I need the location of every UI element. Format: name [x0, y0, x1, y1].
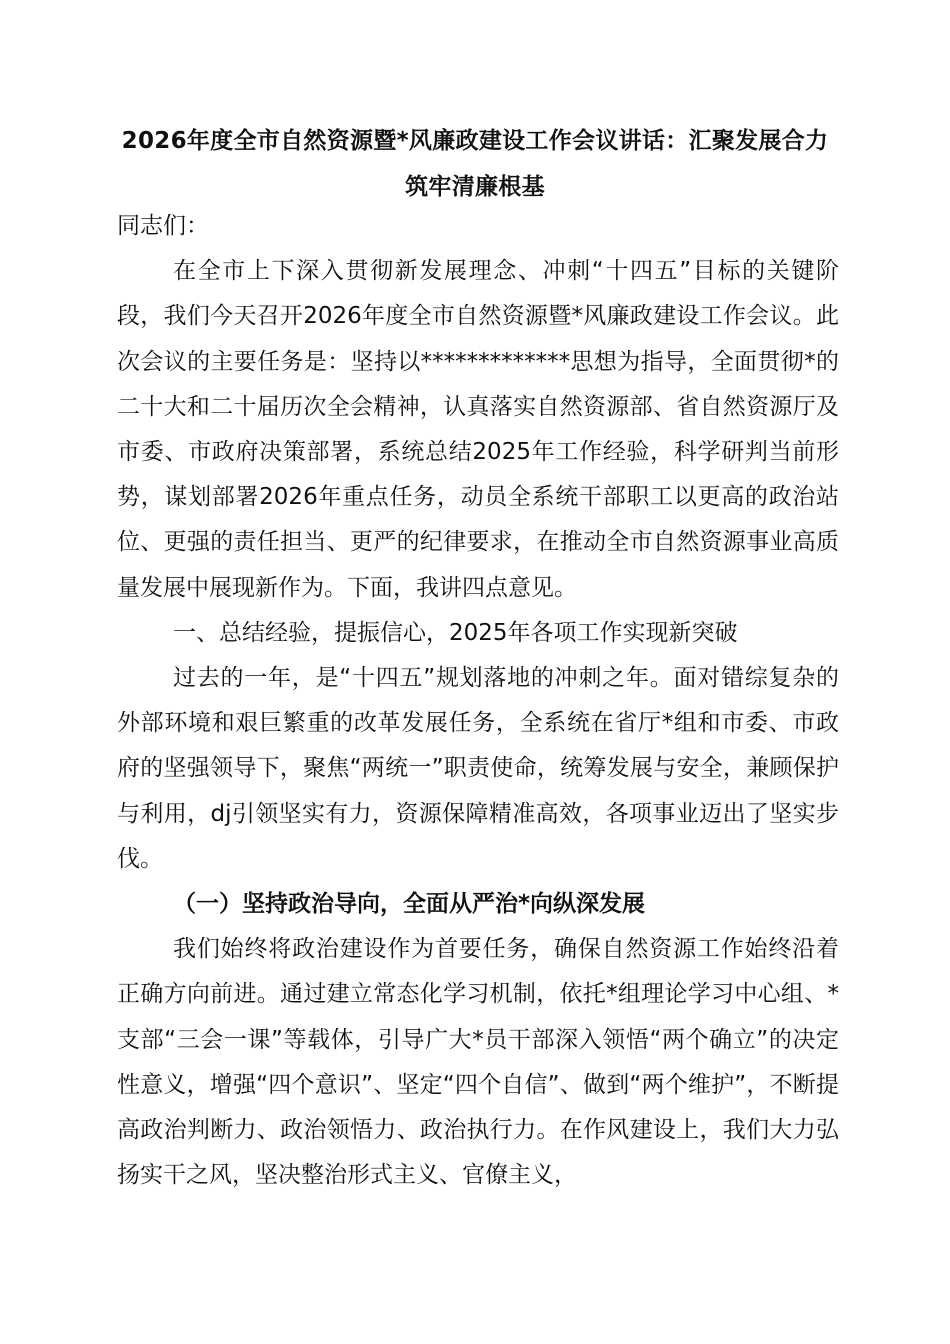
- subheading-1: （一）坚持政治导向，全面从严治*向纵深发展: [173, 891, 646, 918]
- document-title: 2026年度全市自然资源暨*风廉政建设工作会议讲话：汇聚发展合力 筑牢清廉根基: [121, 128, 829, 200]
- paragraph-political: 我们始终将政治建设作为首要任务，确保自然资源工作始终沿着正确方向前进。通过建立常态化学习机制，依托*组理论学习中心组、*支部“三会一课”等载体，引导广大*员干部深入领悟“两个确立”的决定性意义，增强“四个意识”、坚定“四个自信”、做到“两个维护”，不断提高政治判断力、政治领悟力、政治执行力。在作风建设上，我们大力弘扬实干之风，坚决整治形式主义、官僚主义，: [117, 936, 839, 1189]
- paragraph-review: 过去的一年，是“十四五”规划落地的冲刺之年。面对错综复杂的外部环境和艰巨繁重的改革发展任务，全系统在省厅*组和市委、市政府的坚强领导下，聚焦“两统一”职责使命，统筹发展与安全，兼顾保护与利用，dj引领坚实有力，资源保障精准高效，各项事业迈出了坚实步伐。: [117, 665, 839, 872]
- document-body: [117, 204, 839, 1198]
- section-heading-1: 一、总结经验，提振信心，2025年各项工作实现新突破: [173, 619, 738, 646]
- paragraph-intro: 在全市上下深入贯彻新发展理念、冲刺“十四五”目标的关键阶段，我们今天召开2026年度全市自然资源暨*风廉政建设工作会议。此次会议的主要任务是：坚持以*************思想为指导，全面贯彻*的二十大和二十届历次全会精神，认真落实自然资源部、省自然资源厅及市委、市政府决策部署，系统总结2025年工作经验，科学研判当前形势，谋划部署2026年重点任务，动员全系统干部职工以更高的政治站位、更强的责任担当、更严的纪律要求，在推动全市自然资源事业高质量发展中展现新作为。下面，我讲四点意见。: [117, 258, 839, 601]
- salutation: 同志们：: [117, 213, 209, 239]
